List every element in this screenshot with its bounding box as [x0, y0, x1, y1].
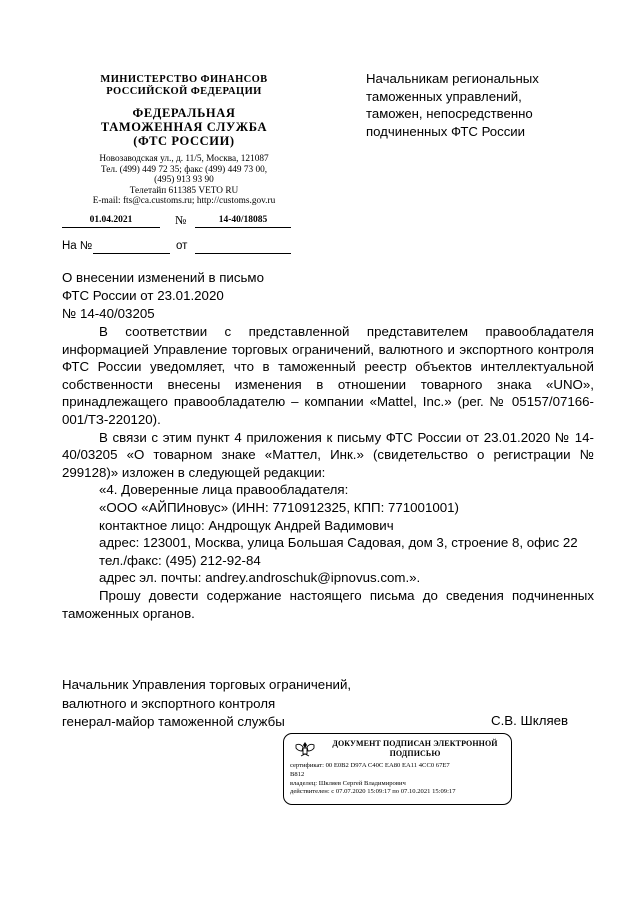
- reply-number-line: [93, 253, 170, 254]
- service-line-3: (ФТС РОССИИ): [133, 134, 235, 148]
- subject-line-2: ФТС России от 23.01.2020: [62, 287, 224, 303]
- stamp-header: [322, 739, 508, 758]
- stamp-header-line-1: ДОКУМЕНТ ПОДПИСАН ЭЛЕКТРОННОЙ: [332, 739, 498, 748]
- letterhead-service: [58, 106, 310, 148]
- e-signature-stamp: [283, 733, 512, 805]
- stamp-owner: владелец: Шкляев Сергей Владимирович: [290, 779, 406, 787]
- addressee-line-2: таможенных управлений,: [366, 88, 522, 104]
- reply-label: На №: [62, 240, 93, 252]
- subject: [62, 269, 264, 322]
- ministry-line-2: РОССИЙСКОЙ ФЕДЕРАЦИИ: [106, 86, 262, 97]
- quoted-line-3: контактное лицо: Андрощук Андрей Вадимович: [99, 517, 394, 533]
- eagle-emblem-icon: [292, 739, 318, 759]
- quoted-line-2: «ООО «АЙПИновус» (ИНН: 7710912325, КПП: 771001001): [99, 499, 459, 515]
- body-paragraph-2: В связи с этим пункт 4 приложения к письму ФТС России от 23.01.2020 № 14-40/03205 «О товарном знаке «Маттел, Инк.» (свидетельство о регистрации № 299128)» изложен в следующей редакции:: [62, 429, 594, 480]
- addressee-line-3: таможен, непосредственно: [366, 106, 533, 122]
- stamp-validity: действителен: с 07.07.2020 15:09:17 по 07.10.2021 15:09:17: [290, 788, 456, 796]
- signatory-title-line-3: генерал-майор таможенной службы: [62, 714, 285, 730]
- signatory-title: [62, 676, 351, 732]
- quoted-line-5: тел./факс: (495) 212-92-84: [99, 552, 261, 568]
- quoted-line-6: адрес эл. почты: andrey.androschuk@ipnovus.com.».: [99, 570, 421, 586]
- signatory-title-line-1: Начальник Управления торговых ограничений,: [62, 677, 352, 692]
- signatory-name: С.В. Шкляев: [491, 713, 569, 728]
- contact-address: Новозаводская ул., д. 11/5, Москва, 121087: [99, 154, 269, 164]
- letter-date: 01.04.2021: [62, 215, 160, 228]
- contact-phone-2: (495) 913 93 90: [154, 175, 214, 186]
- subject-line-3: № 14-40/03205: [62, 305, 155, 321]
- body-paragraph-3: Прошу довести содержание настоящего письма до сведения подчиненных таможенных органов.: [62, 587, 594, 621]
- from-date-line: [195, 253, 291, 254]
- subject-line-1: О внесении изменений в письмо: [62, 270, 264, 285]
- letter-number: 14-40/18085: [195, 215, 291, 228]
- stamp-certificate: сертификат: 00 E0B2 D97A C40C EA80 EA11 4CC0 67E7: [290, 762, 450, 769]
- stamp-details: [290, 762, 508, 797]
- letterhead-contacts: [58, 154, 310, 207]
- letterhead-ministry: [58, 74, 310, 98]
- body-paragraph-1: В соответствии с представленной представителем правообладателя информацией Управление торговых ограничений, валютного и экспортного контроля ФТС России уведомляет, что в таможенный реестр объектов интеллектуальной собственности внесены изменения в отношении товарного знака «UNO», принадлежащего правообладателю – компании «Mattel, Inc.» (рег. № 05157/07166-001/ТЗ-220120).: [62, 324, 594, 427]
- stamp-header-line-2: ПОДПИСЬЮ: [389, 748, 441, 758]
- number-sign: №: [175, 213, 187, 227]
- service-line-2: ТАМОЖЕННАЯ СЛУЖБА: [100, 120, 268, 134]
- stamp-certificate-cont: B812: [290, 770, 305, 778]
- from-label: от: [176, 240, 188, 252]
- addressee: [366, 70, 596, 140]
- addressee-line-1: Начальникам региональных: [366, 71, 539, 86]
- service-line-1: ФЕДЕРАЛЬНАЯ: [132, 106, 236, 120]
- quoted-line-4: адрес: 123001, Москва, улица Большая Садовая, дом 3, строение 8, офис 22: [99, 535, 578, 551]
- ministry-line-1: МИНИСТЕРСТВО ФИНАНСОВ: [100, 74, 268, 85]
- addressee-line-4: подчиненных ФТС России: [366, 123, 526, 139]
- quoted-line-1: «4. Доверенные лица правообладателя:: [99, 482, 349, 498]
- letter-body: [62, 323, 594, 622]
- contact-phone: Тел. (499) 449 72 35; факс (499) 449 73 00,: [100, 164, 268, 175]
- signatory-title-line-2: валютного и экспортного контроля: [62, 695, 276, 711]
- contact-teletype: Телетайп 611385 VETO RU: [129, 185, 239, 196]
- contact-email: E-mail: fts@ca.customs.ru; http://customs.gov.ru: [92, 196, 276, 207]
